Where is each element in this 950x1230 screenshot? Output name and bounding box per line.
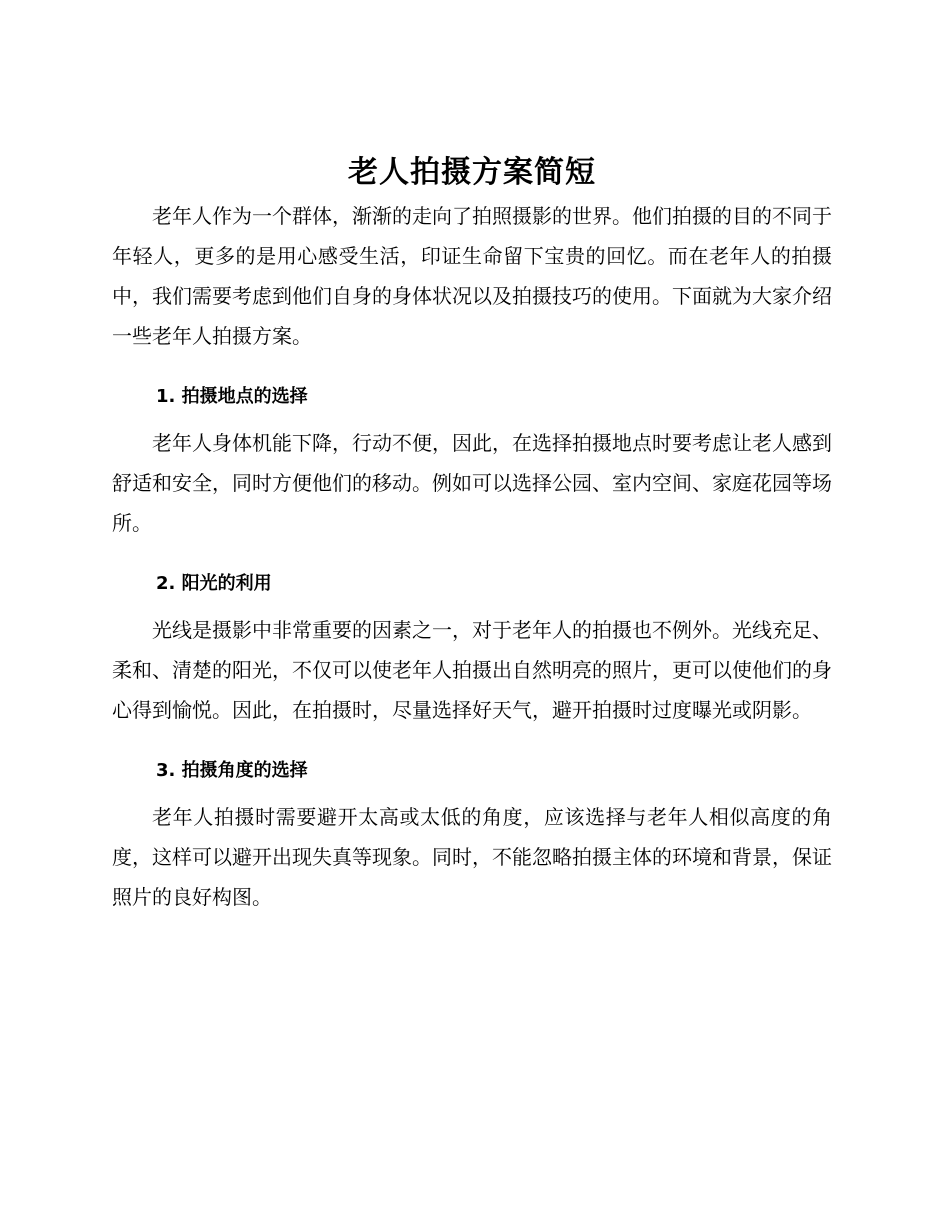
section-location (112, 377, 832, 543)
section-heading: 3. 拍摄角度的选择 (156, 760, 308, 781)
section-paragraph: 老年人拍摄时需要避开太高或太低的角度，应该选择与老年人相似高度的角度，这样可以避开出现失真等现象。同时，不能忽略拍摄主体的环境和背景，保证照片的良好构图。 (112, 805, 832, 909)
section-sunlight (112, 564, 832, 730)
intro-paragraph: 老年人作为一个群体，渐渐的走向了拍照摄影的世界。他们拍摄的目的不同于年轻人，更多的是用心感受生活，印证生命留下宝贵的回忆。而在老年人的拍摄中，我们需要考虑到他们自身的身体状况以及拍摄技巧的使用。下面就为大家介绍一些老年人拍摄方案。 (112, 204, 832, 348)
section-paragraph: 老年人身体机能下降，行动不便，因此，在选择拍摄地点时要考虑让老人感到舒适和安全，同时方便他们的移动。例如可以选择公园、室内空间、家庭花园等场所。 (112, 431, 832, 535)
document-page (112, 150, 832, 917)
document-title: 老人拍摄方案简短 (348, 155, 596, 190)
section-paragraph: 光线是摄影中非常重要的因素之一，对于老年人的拍摄也不例外。光线充足、柔和、清楚的阳光，不仅可以使老年人拍摄出自然明亮的照片，更可以使他们的身心得到愉悦。因此，在拍摄时，尽量选择好天气，避开拍摄时过度曝光或阴影。 (112, 618, 832, 722)
section-heading: 1. 拍摄地点的选择 (156, 386, 308, 407)
section-angle (112, 751, 832, 917)
section-heading: 2. 阳光的利用 (156, 573, 272, 594)
